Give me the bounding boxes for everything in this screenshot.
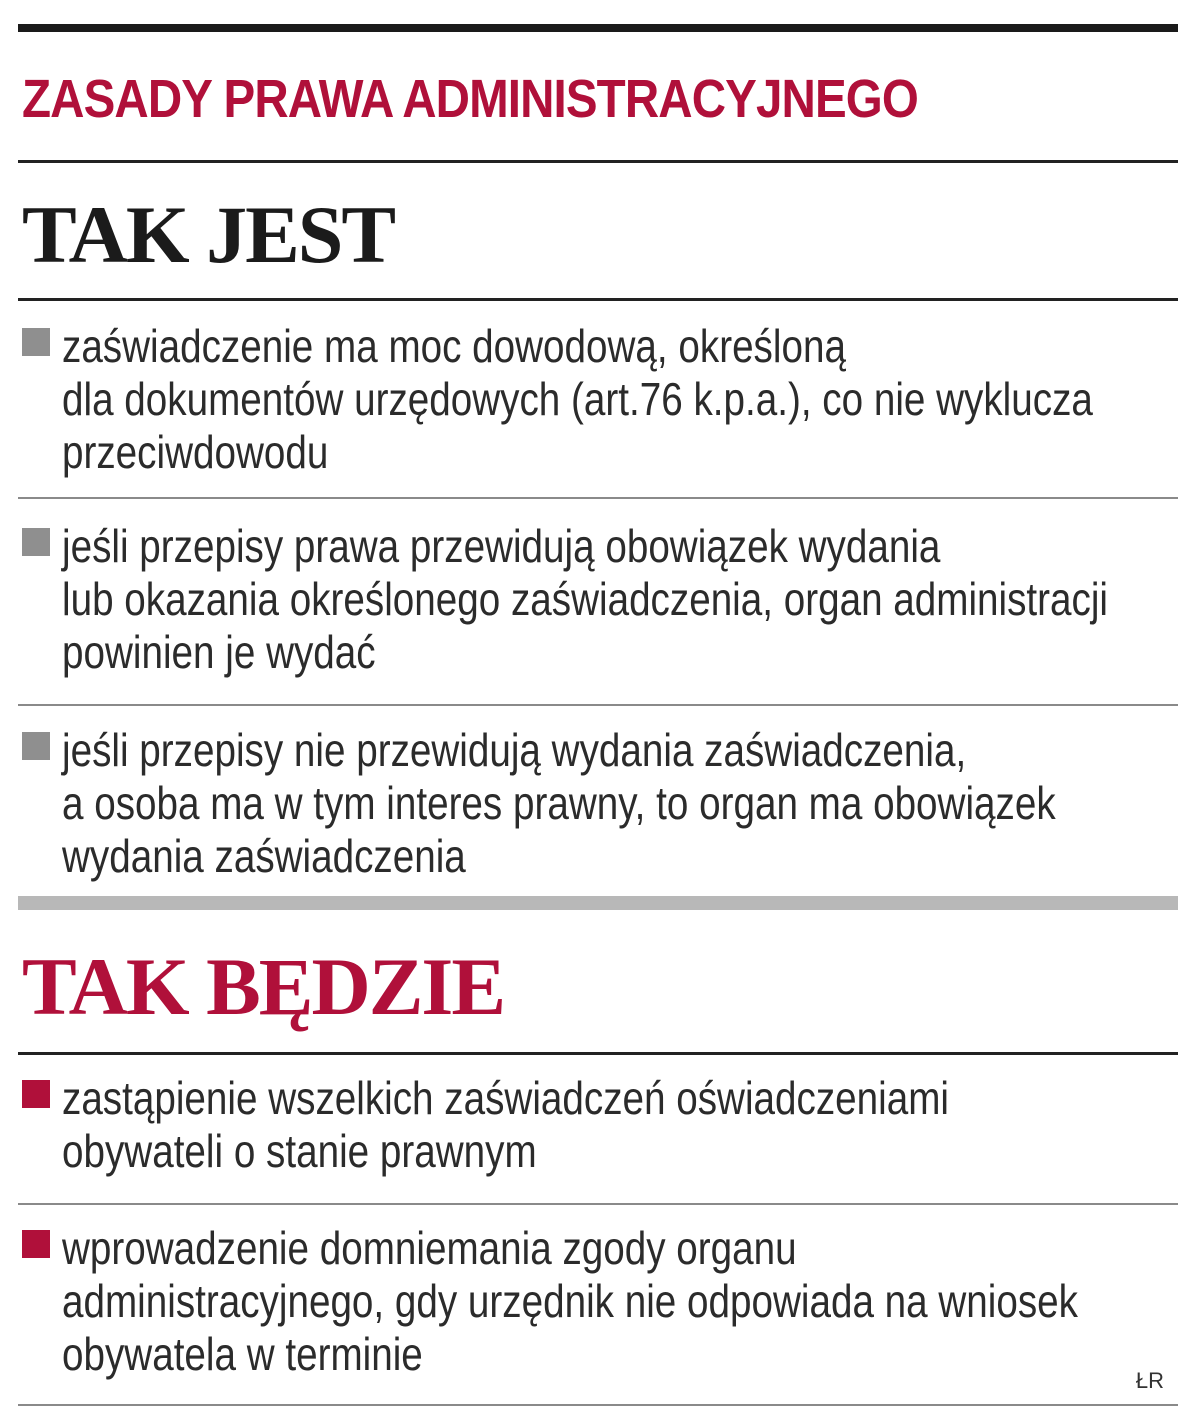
item-divider (18, 1203, 1178, 1205)
page-title: ZASADY PRAWA ADMINISTRACYJNEGO (22, 69, 918, 129)
section-separator (18, 896, 1178, 910)
grey-square-bullet-icon (22, 328, 50, 356)
red-square-bullet-icon (22, 1080, 50, 1108)
section-heading-future: TAK BĘDZIE (22, 941, 505, 1032)
list-item-text: zastąpienie wszelkich zaświadczeń oświadczeniami obywateli o stanie prawnym (62, 1072, 949, 1177)
list-item-text: zaświadczenie ma moc dowodową, określoną dla dokumentów urzędowych (art.76 k.p.a.), co nie wyklucza przeciwdowodu (62, 320, 1093, 478)
list-item-text: jeśli przepisy prawa przewidują obowiązek wydania lub okazania określonego zaświadczenia, organ administracji powinien je wydać (62, 520, 1109, 678)
grey-square-bullet-icon (22, 528, 50, 556)
section-heading-current: TAK JEST (22, 189, 395, 280)
title-divider (18, 160, 1178, 163)
section-divider-current (18, 298, 1178, 301)
section-divider-future (18, 1052, 1178, 1055)
author-credit: ŁR (1135, 1368, 1164, 1393)
list-item-text: wprowadzenie domniemania zgody organu administracyjnego, gdy urzędnik nie odpowiada na wniosek obywatela w terminie (62, 1222, 1078, 1380)
item-divider (18, 497, 1178, 499)
item-divider (18, 704, 1178, 706)
red-square-bullet-icon (22, 1230, 50, 1258)
grey-square-bullet-icon (22, 732, 50, 760)
bottom-rule (18, 1404, 1178, 1406)
top-rule (18, 24, 1178, 32)
list-item-text: jeśli przepisy nie przewidują wydania zaświadczenia, a osoba ma w tym interes prawny, to organ ma obowiązek wydania zaświadczenia (62, 724, 1056, 882)
